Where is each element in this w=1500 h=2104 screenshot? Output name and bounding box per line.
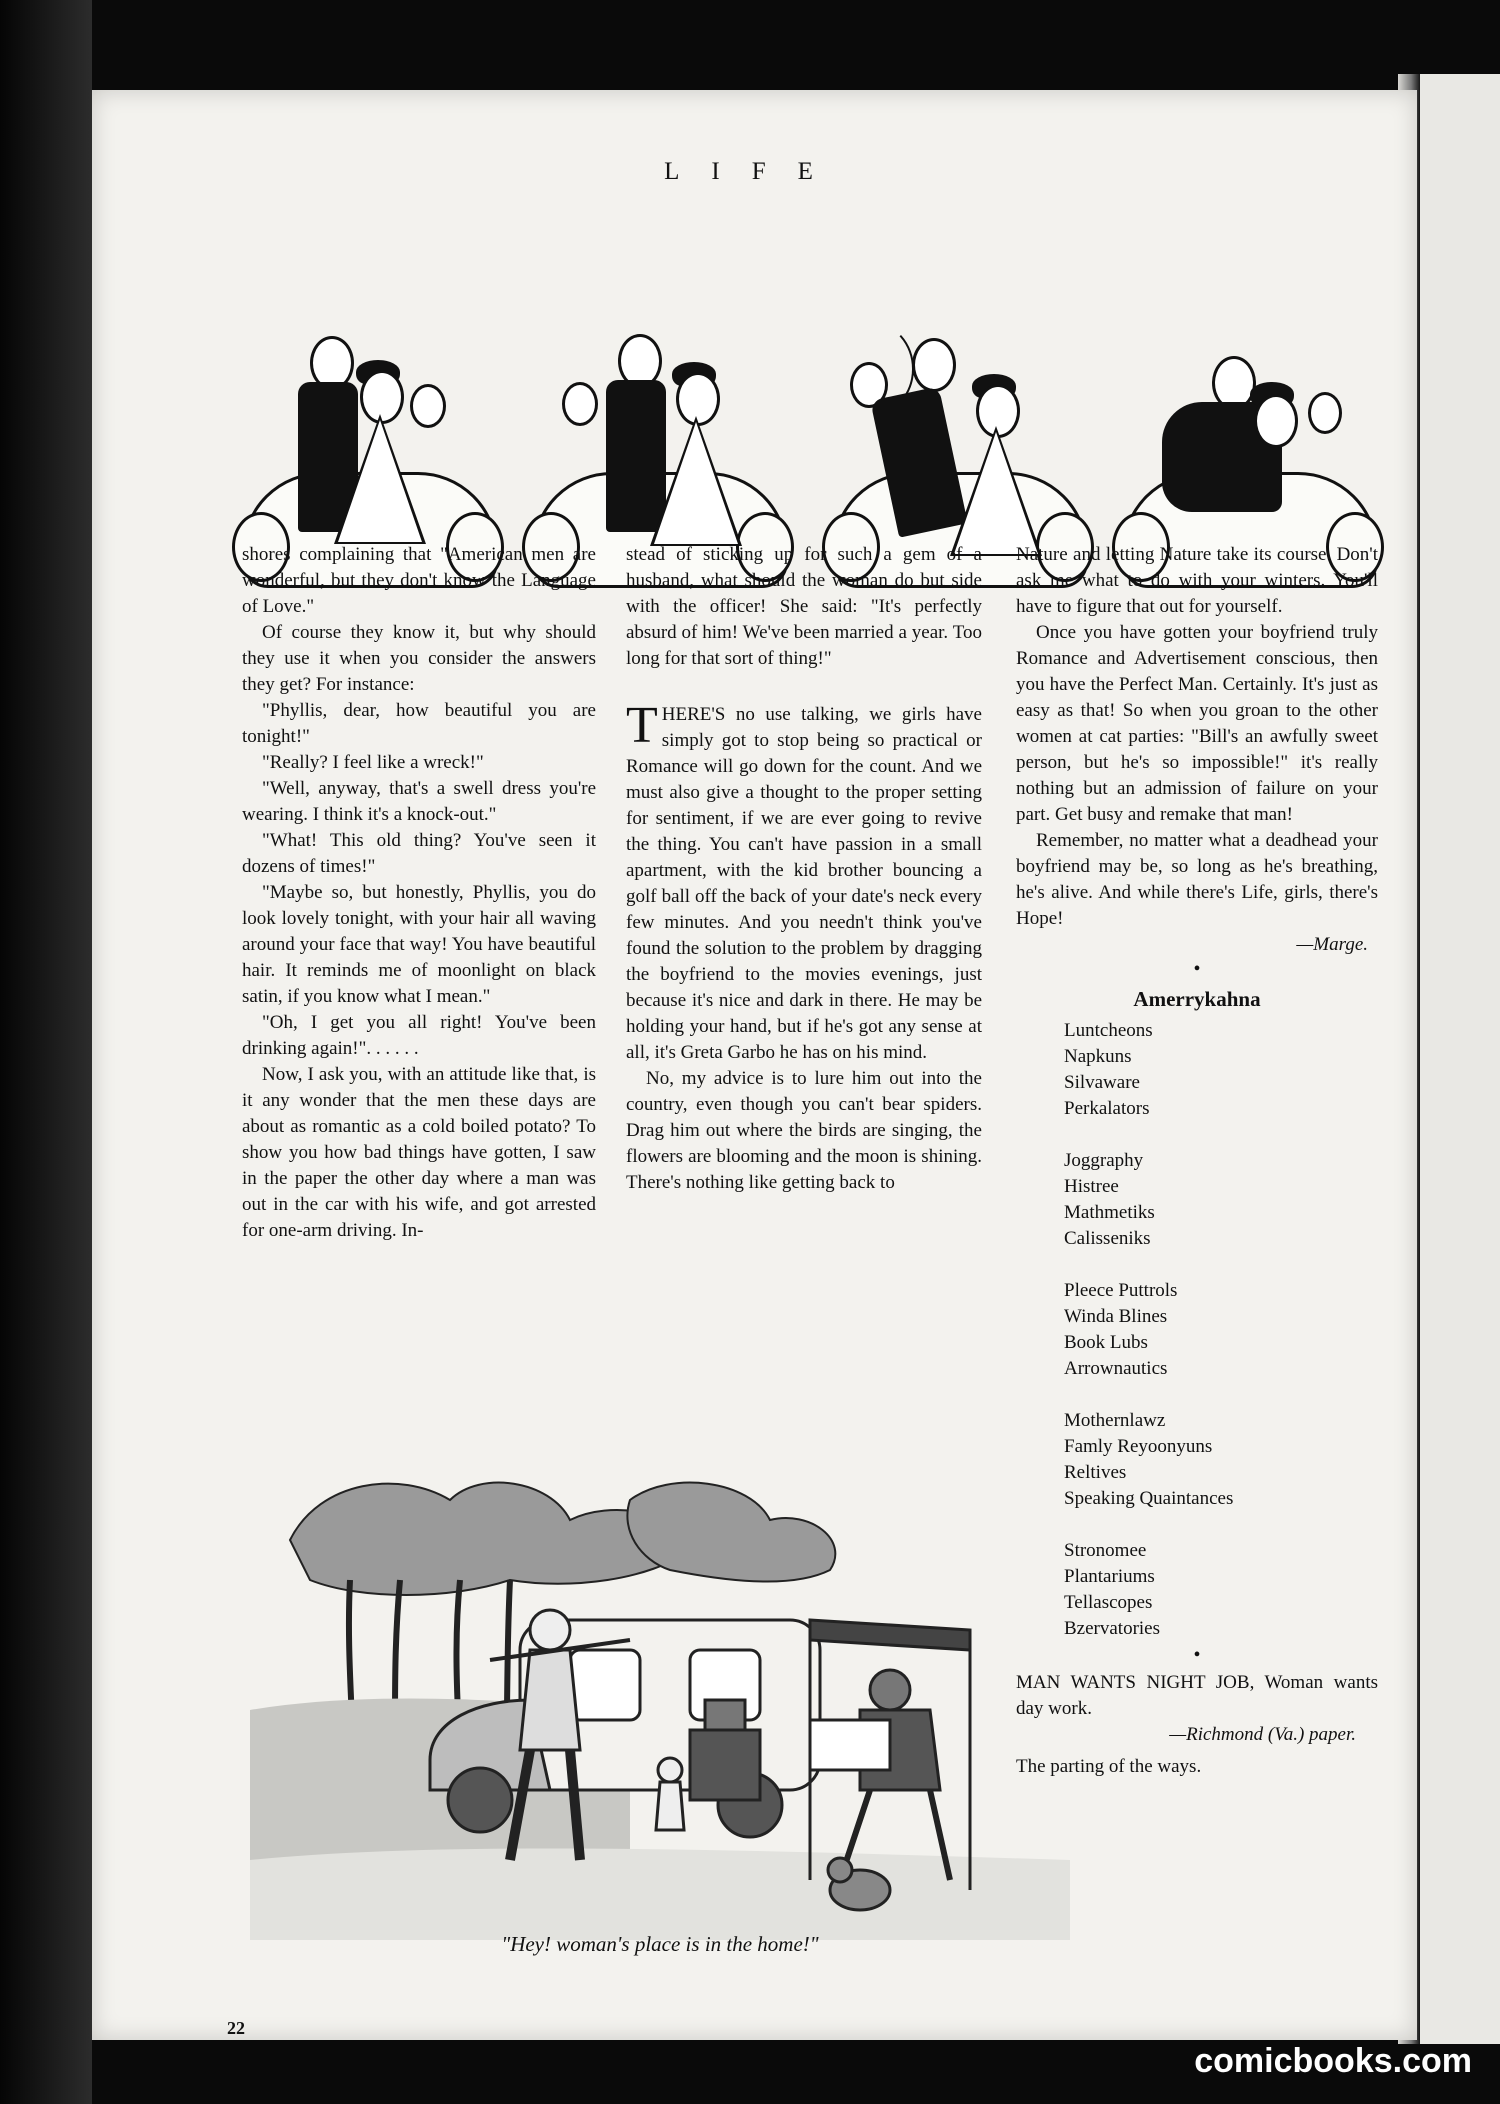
paragraph: Nature and letting Nature take its course. Don't ask me what to do with your winters. You'll have to figure that out for yourself.: [1016, 544, 1378, 617]
paragraph: shores complaining that "American men are wonderful, but they don't know the Language of Love.": [242, 544, 596, 617]
list-item: Plantariums: [1064, 1566, 1155, 1587]
man-tuxedo: [606, 380, 666, 532]
paragraph: Remember, no matter what a deadhead your boyfriend may be, so long as he's breathing, he's alive. And while there's Life, girls, there's Hope!: [1016, 830, 1378, 929]
kid-brother-head: [410, 384, 446, 428]
facing-page-edge: [1420, 74, 1500, 2044]
woman-head: [976, 384, 1020, 438]
running-head: LIFE: [664, 158, 845, 185]
drop-cap: T: [626, 697, 658, 754]
list-item: Speaking Quaintances: [1064, 1488, 1234, 1509]
section-paragraph: THERE'S no use talking, we girls have simply got to stop being so practical or Romance will go down for the count. And we must also give a thought to the proper setting for sentiment, if we are ever going to revive the thing. You can't have passion in a small apartment, with the kid brother bouncing a golf ball off the back of your date's neck every few minutes. And you needn't think you've found the solution to the problem by dragging the boyfriend to the movies evenings, just because it's nice and dark in there. He may be holding your hand, but if he's got any sense at all, it's Greta Garbo he has on his mind.: [626, 697, 982, 1063]
list-item: Perkalators: [1064, 1098, 1150, 1119]
clipping-comment: The parting of the ways.: [1016, 1756, 1202, 1777]
kid-brother-head: [562, 382, 598, 426]
list-item: Joggraphy: [1064, 1150, 1144, 1171]
list-item: Calisseniks: [1064, 1228, 1151, 1249]
list-group: [1064, 1278, 1378, 1382]
woman-head: [360, 370, 404, 424]
list-title: Amerrykahna: [1133, 987, 1261, 1011]
paragraph: Of course they know it, but why should they use it when you consider the answers they get? For instance:: [242, 622, 596, 695]
list-item: Reltives: [1064, 1462, 1127, 1483]
list-item: Tellascopes: [1064, 1592, 1153, 1613]
cartoon-illustration: [250, 1460, 1070, 1940]
list-item: Famly Reyoonyuns: [1064, 1436, 1213, 1457]
paragraph: No, my advice is to lure him out into the country, even though you can't bear spiders. Drag him out where the birds are singing, the flowers are blooming and the moon is shining. There's nothing like getting back to: [626, 1068, 982, 1193]
paragraph: Now, I ask you, with an attitude like that, is it any wonder that the men these days are about as romantic as a cold boiled potato? To show you how bad things have gotten, I saw in the paper the other day where a man was out in the car with his wife, and got arrested for one-arm driving. In-: [242, 1064, 596, 1241]
watermark: comicbooks.com: [1194, 2042, 1472, 2080]
woman-head: [676, 372, 720, 426]
paragraph: "Well, anyway, that's a swell dress you're wearing. I think it's a knock-out.": [242, 778, 596, 825]
list-item: Napkuns: [1064, 1046, 1132, 1067]
woman-head: [1254, 394, 1298, 448]
page-number: 22: [227, 2018, 245, 2038]
list-item: Histree: [1064, 1176, 1119, 1197]
paragraph: "Really? I feel like a wreck!": [262, 752, 484, 773]
list-item: Stronomee: [1064, 1540, 1147, 1561]
separator-dot: •: [1193, 1644, 1201, 1666]
list-group: [1064, 1148, 1378, 1252]
article-column-1: [242, 542, 596, 1244]
list-group: [1064, 1408, 1378, 1512]
paragraph: "Phyllis, dear, how beautiful you are tonight!": [242, 700, 596, 747]
paragraph: "Maybe so, but honestly, Phyllis, you do look lovely tonight, with your hair all waving around your face that way! You have beautiful hair. It reminds me of moonlight on black satin, if you know what I mean.": [242, 882, 596, 1007]
kid-brother-head: [1308, 392, 1342, 434]
clipping-source: —Richmond (Va.) paper.: [1169, 1724, 1356, 1745]
list-group: [1064, 1538, 1378, 1642]
paragraph: stead of sticking up for such a gem of a husband, what should the woman do but side with the officer! She said: "It's perfectly absurd of him! We've been married a year. Too long for that sort of thing!": [626, 544, 982, 669]
paragraph: Once you have gotten your boyfriend truly Romance and Advertisement conscious, then you have the Perfect Man. Certainly. It's just as easy as that! So when you groan to the other women at cat parties: "Bill's an awfully sweet person, but he's so impossible!" it's really nothing but an admission of failure on your part. Get busy and remake that man!: [1016, 622, 1378, 825]
list-item: Arrownautics: [1064, 1358, 1168, 1379]
paragraph: "Oh, I get you all right! You've been drinking again!". . . . . .: [242, 1012, 596, 1059]
paragraph: "What! This old thing? You've seen it dozens of times!": [242, 830, 596, 877]
man-head: [912, 338, 956, 392]
list-item: Mathmetiks: [1064, 1202, 1155, 1223]
list-item: Mothernlawz: [1064, 1410, 1166, 1431]
article-column-2: [626, 542, 982, 1196]
clipping-headline: MAN WANTS NIGHT JOB, Woman wants day work.: [1016, 1672, 1378, 1719]
list-item: Silvaware: [1064, 1072, 1140, 1093]
list-item: Pleece Puttrols: [1064, 1280, 1178, 1301]
separator-dot: •: [1193, 958, 1201, 980]
magazine-page: [92, 90, 1417, 2040]
article-column-3: [1016, 542, 1378, 1780]
author-signature: —Marge.: [1296, 934, 1368, 955]
list-group: [1064, 1018, 1378, 1122]
cartoon-caption: "Hey! woman's place is in the home!": [501, 1932, 819, 1956]
list-item: Book Lubs: [1064, 1332, 1148, 1353]
list-item: Luntcheons: [1064, 1020, 1153, 1041]
list-item: Bzervatories: [1064, 1618, 1161, 1639]
list-item: Winda Blines: [1064, 1306, 1168, 1327]
scan-edge-left: [0, 0, 92, 2104]
